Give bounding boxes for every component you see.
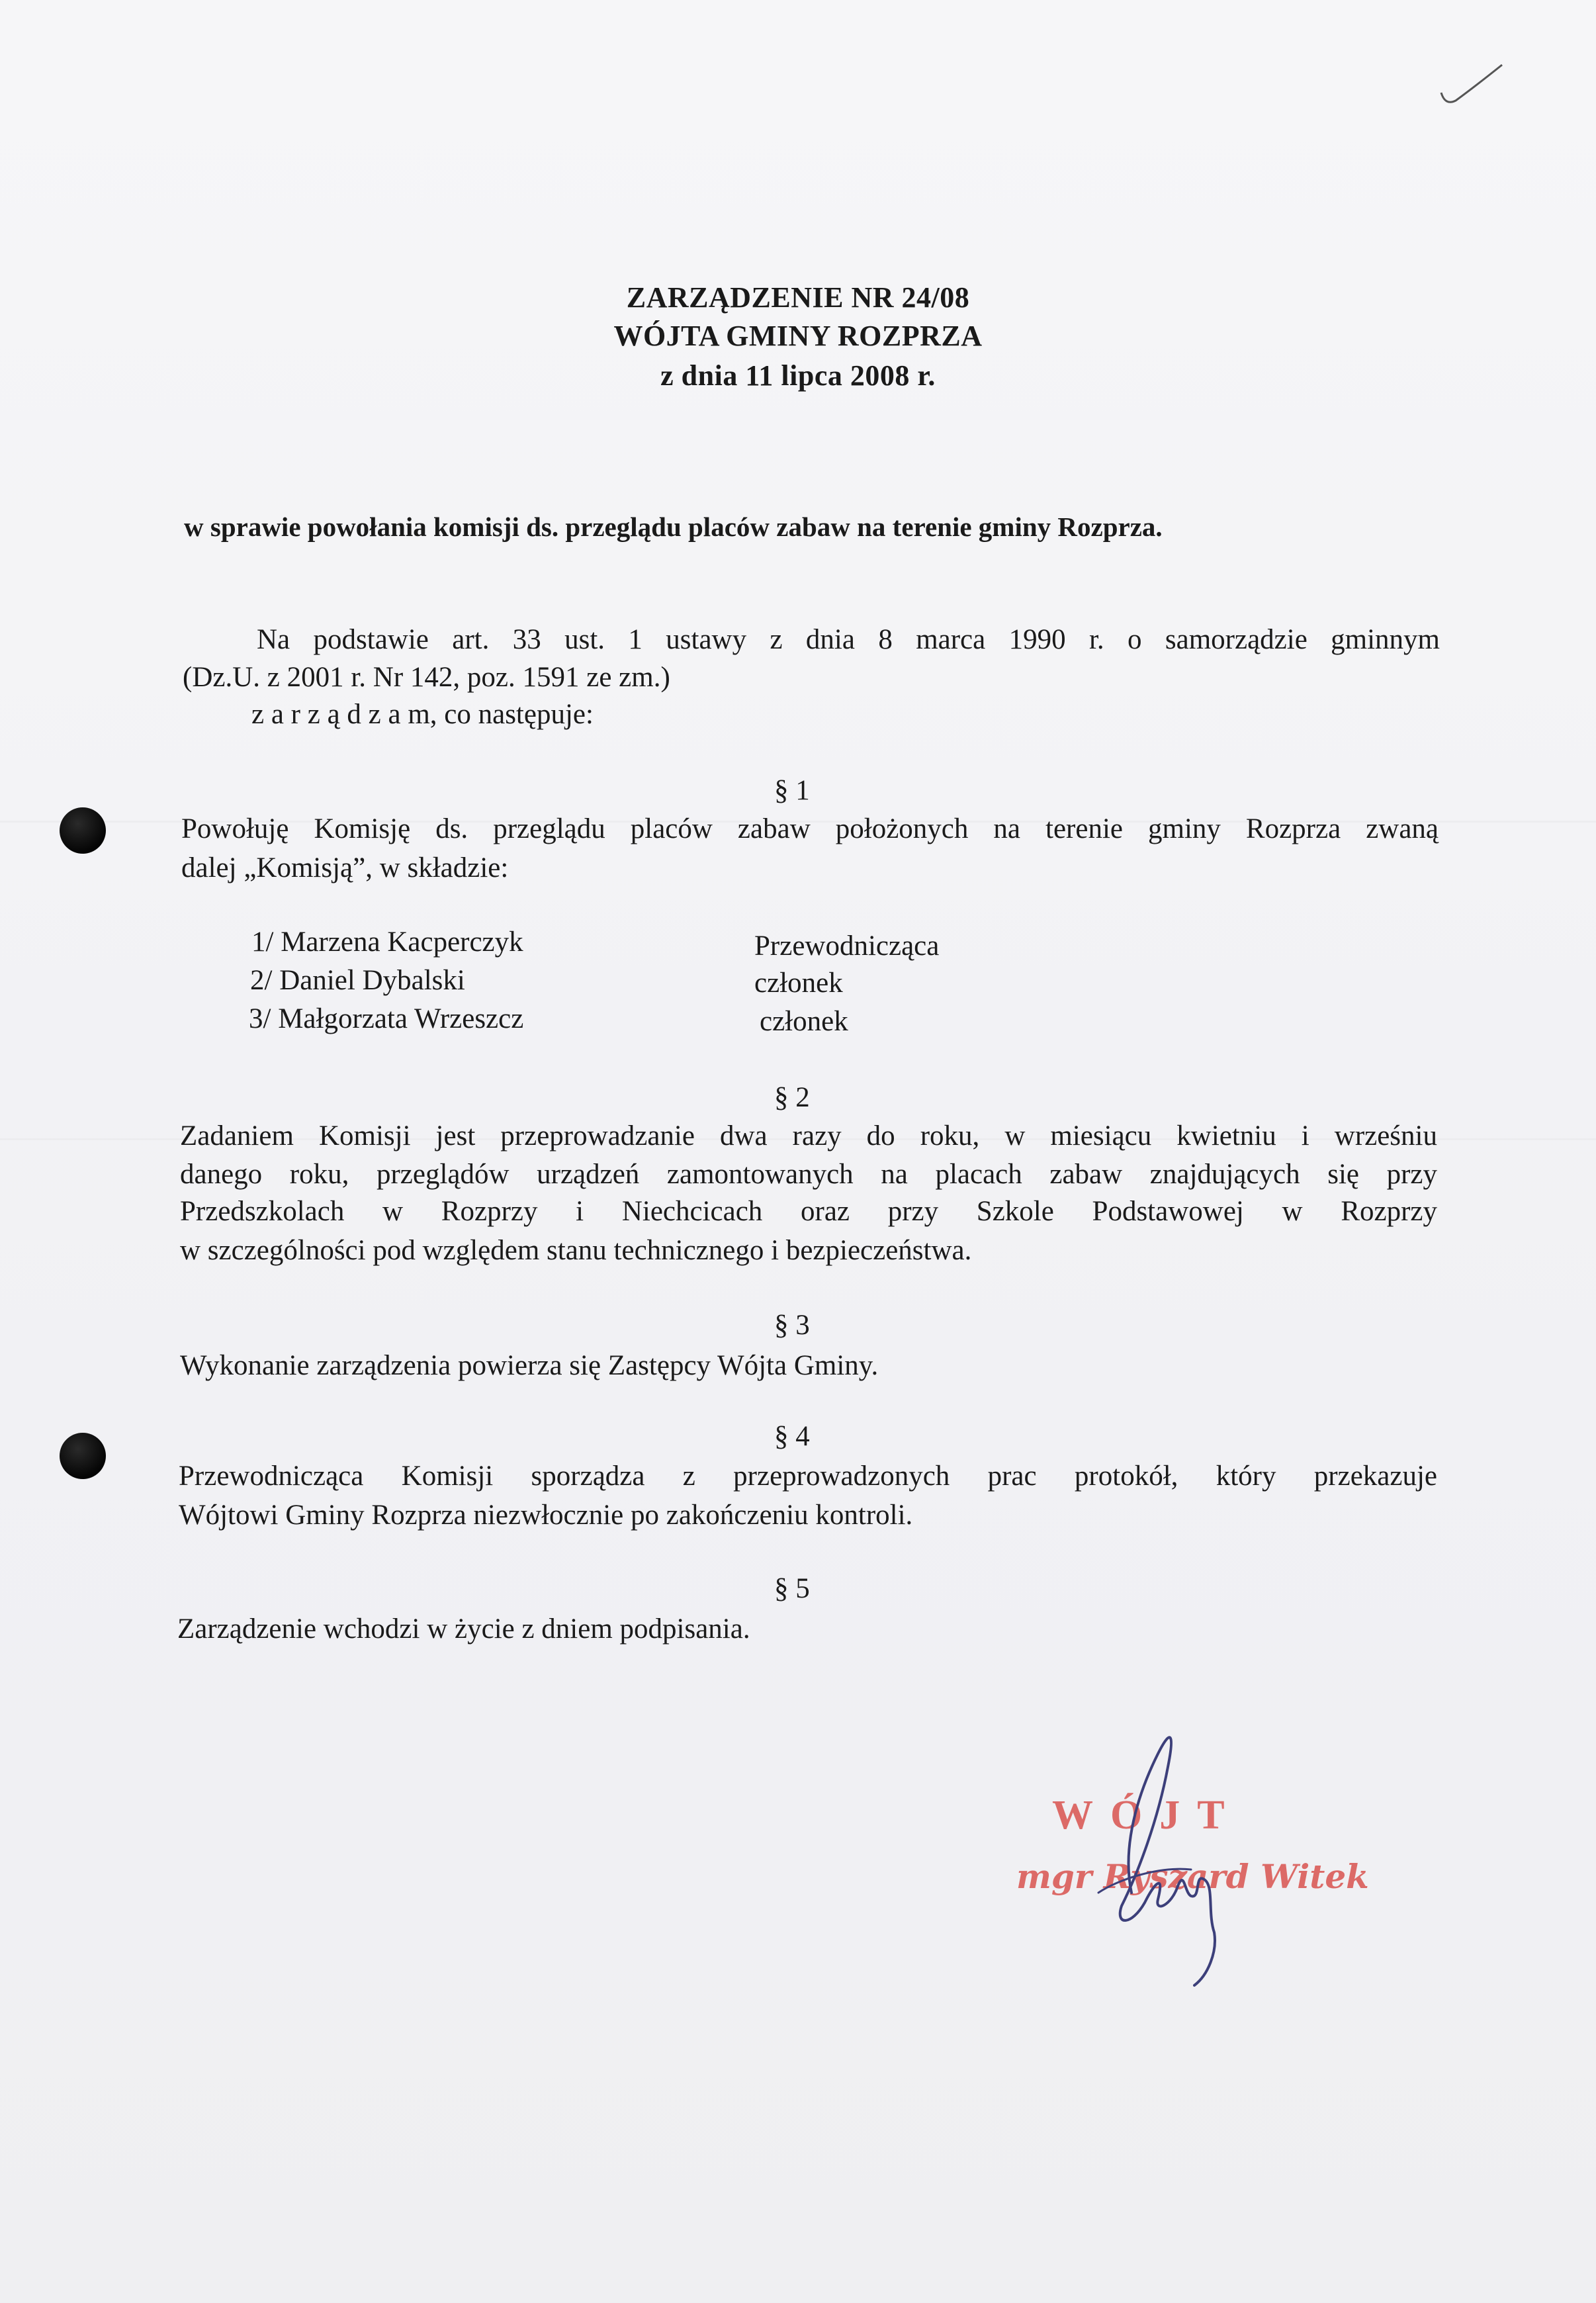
punch-hole: [60, 807, 106, 854]
section-2-text: Przedszkolach w Rozprzy i Niechcicach oraz przy Szkole Podstawowej w Rozprzy: [180, 1196, 1437, 1227]
section-4-text: Przewodnicząca Komisji sporządza z przeprowadzonych prac protokół, który przekazuje: [179, 1461, 1437, 1492]
member-name: 1/ Marzena Kacperczyk: [251, 926, 523, 958]
document-subject: w sprawie powołania komisji ds. przeglądu placów zabaw na terenie gminy Rozprza.: [184, 512, 1163, 542]
signature: [1059, 1714, 1270, 1992]
issuer-title: WÓJTA GMINY ROZPRZA: [613, 320, 983, 352]
stamp-name: mgr Ryszard Witek: [1016, 1857, 1369, 1896]
section-mark: § 1: [774, 775, 810, 806]
section-1-text: Powołuję Komisję ds. przeglądu placów zabaw położonych na terenie gminy Rozprza zwaną: [181, 813, 1439, 844]
section-1-text: dalej „Komisją”, w składzie:: [181, 852, 509, 883]
member-name: 3/ Małgorzata Wrzeszcz: [249, 1003, 524, 1034]
section-2-text: danego roku, przeglądów urządzeń zamontowanych na placach zabaw znajdujących się przy: [180, 1159, 1437, 1190]
section-4-text: Wójtowi Gminy Rozprza niezwłocznie po zakończeniu kontroli.: [179, 1500, 913, 1531]
section-3-text: Wykonanie zarządzenia powierza się Zastępcy Wójta Gminy.: [180, 1350, 879, 1381]
punch-hole: [60, 1433, 106, 1479]
document-date: z dnia 11 lipca 2008 r.: [660, 359, 936, 392]
check-mark-icon: [1436, 60, 1509, 113]
section-2-text: w szczególności pod względem stanu technicznego i bezpieczeństwa.: [180, 1235, 972, 1266]
section-mark: § 5: [774, 1573, 810, 1604]
section-2-text: Zadaniem Komisji jest przeprowadzanie dwa razy do roku, w miesiącu kwietniu i wrześniu: [180, 1120, 1437, 1152]
section-mark: § 4: [774, 1421, 810, 1452]
preamble-decree: z a r z ą d z a m, co następuje:: [251, 699, 594, 730]
document-title: ZARZĄDZENIE NR 24/08: [626, 281, 970, 314]
member-role: członek: [754, 968, 843, 999]
member-name: 2/ Daniel Dybalski: [250, 965, 465, 996]
section-5-text: Zarządzenie wchodzi w życie z dniem podpisania.: [177, 1613, 750, 1645]
member-role: członek: [760, 1006, 848, 1037]
member-role: Przewodnicząca: [754, 930, 940, 962]
stamp-title: WÓJT: [1052, 1793, 1242, 1838]
section-mark: § 3: [774, 1310, 810, 1341]
section-mark: § 2: [774, 1082, 810, 1113]
preamble-line: (Dz.U. z 2001 r. Nr 142, poz. 1591 ze zm.): [183, 662, 670, 693]
preamble-line: Na podstawie art. 33 ust. 1 ustawy z dnia 8 marca 1990 r. o samorządzie gminnym: [257, 624, 1440, 655]
